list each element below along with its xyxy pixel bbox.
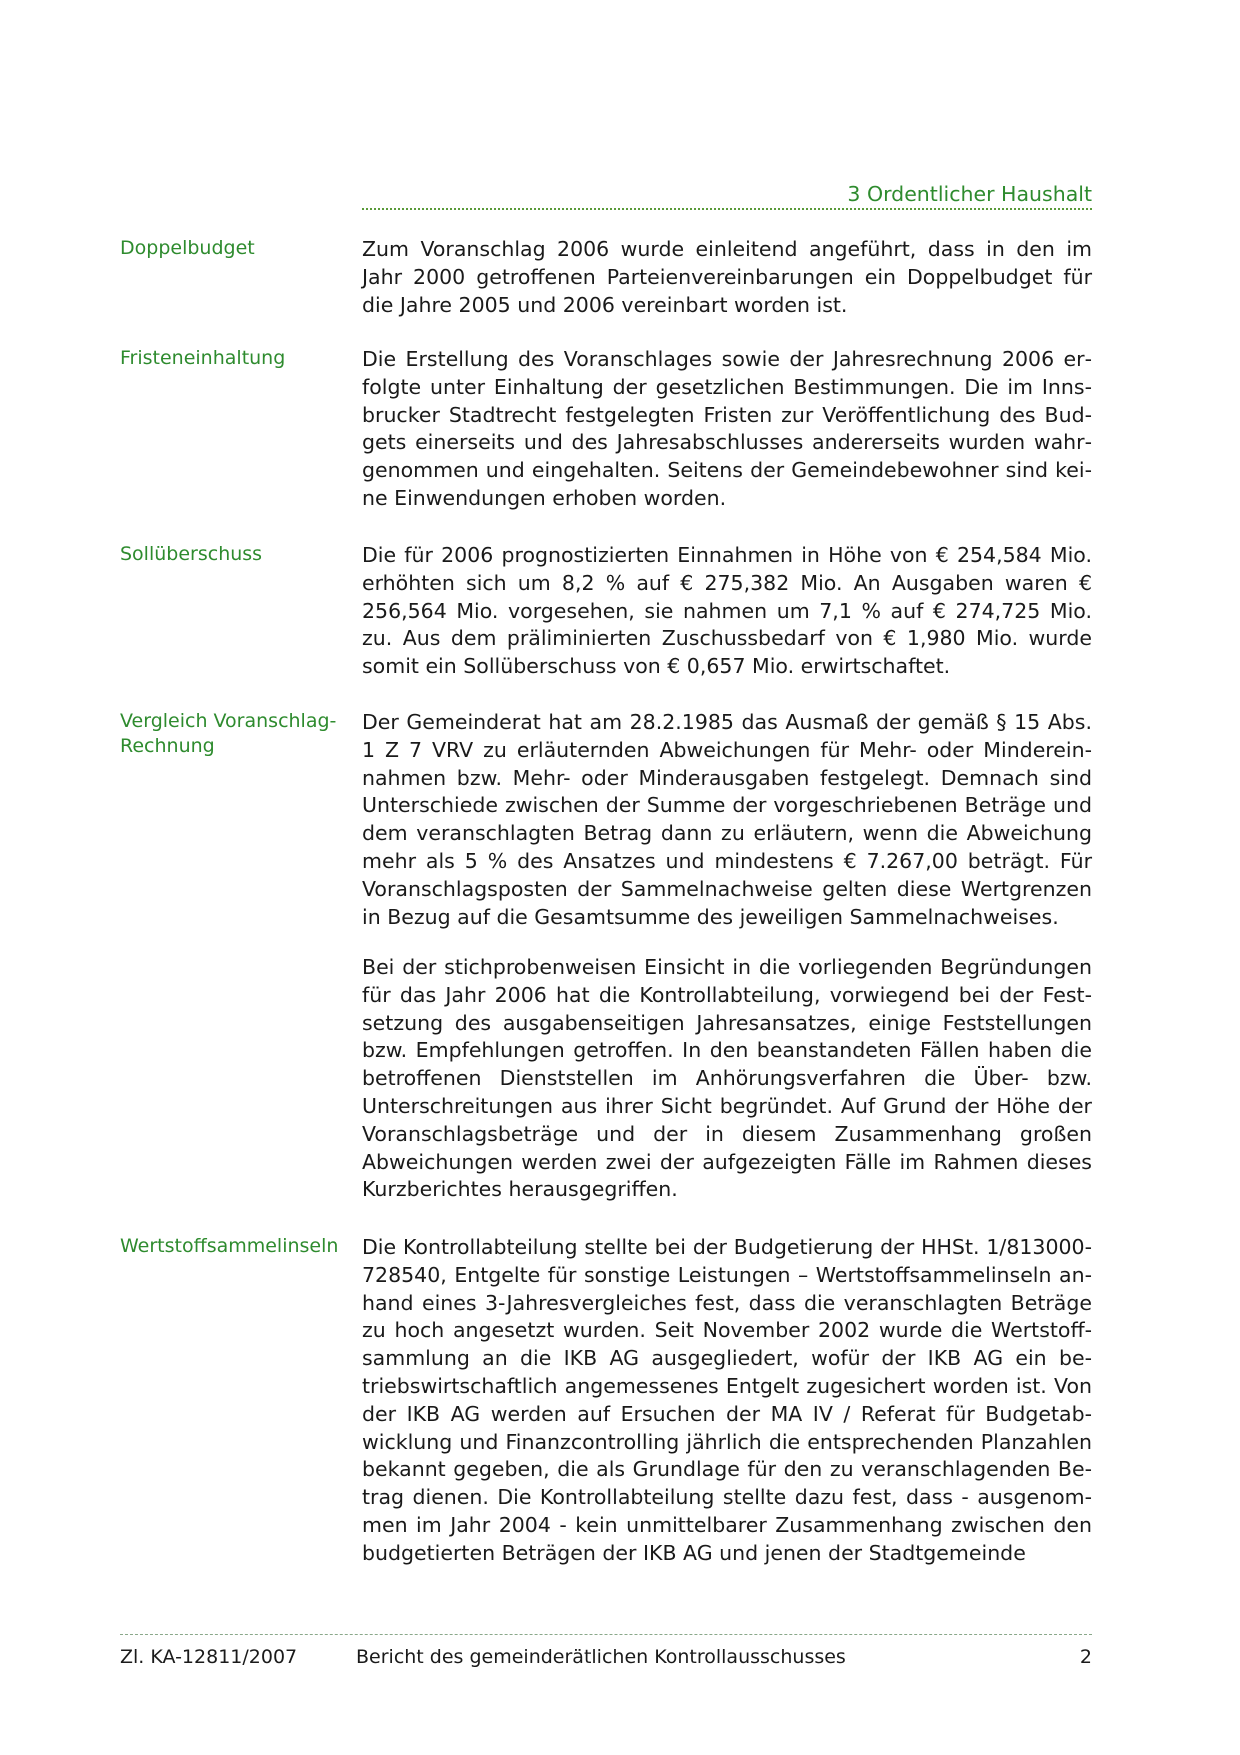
margin-label: Fristeneinhaltung [120,347,286,369]
margin-label: Wertstoffsammelinseln [120,1235,339,1257]
body-paragraph: Die für 2006 prognostizierten Einnahmen in Höhe von € 254,584 Mio. erhöhten sich um 8,2 % auf € 275,382 Mio. An Ausgaben waren € 256,564 Mio. vorgesehen, sie nahmen um 7,1 % auf € 274,725 Mio. zu. Aus dem präliminierten Zuschussbedarf von € 1,980 Mio. wurde somit ein Sollüberschuss von € 0,657 Mio. erwirtschaftet. [362,543,1092,679]
header-divider [362,208,1092,210]
page-number: 2 [1079,1646,1092,1668]
body-paragraph: Die Erstellung des Voranschlages sowie der Jahresrechnung 2006 erfolgte unter Einhaltung der gesetzlichen Bestimmungen. Die im Innsbrucker Stadtrecht festgelegten Fristen zur Veröffentlichung des Budgets einerseits und des Jahresabschlusses andererseits wurden wahrgenommen und eingehalten. Seitens der Gemeindebewohner sind keine Einwendungen erhoben worden. [362,347,1092,510]
body-paragraph: Der Gemeinderat hat am 28.2.1985 das Ausmaß der gemäß § 15 Abs. 1 Z 7 VRV zu erläuternden Abweichungen für Mehr- oder Mindereinnahmen bzw. Mehr- oder Minderausgaben festgelegt. Demnach sind Unterschiede zwischen der Summe der vorgeschriebenen Beträge und dem veranschlagten Betrag dann zu erläutern, wenn die Abweichung mehr als 5 % des Ansatzes und mindestens € 7.267,00 beträgt. Für Voranschlagsposten der Sammelnachweise gelten diese Wertgrenzen in Bezug auf die Gesamtsumme des jeweiligen Sammelnachweises. [362,710,1092,929]
body-paragraph: Bei der stichprobenweisen Einsicht in die vorliegenden Begründungen für das Jahr 2006 hat die Kontrollabteilung, vorwiegend bei der Festsetzung des ausgabenseitigen Jahresansatzes, einige Feststellungen bzw. Empfehlungen getroffen. In den beanstandeten Fällen haben die betroffenen Dienststellen im Anhörungsverfahren die Über- bzw. Unterschreitungen aus ihrer Sicht begründet. Auf Grund der Höhe der Voranschlagsbeträge und der in diesem Zusammenhang großen Abweichungen werden zwei der aufgezeigten Fälle im Rahmen dieses Kurzberichtes herausgegriffen. [362,955,1092,1202]
footer-divider [120,1634,1092,1635]
footer-report-title: Bericht des gemeinderätlichen Kontrollausschusses [356,1646,846,1668]
margin-label: Doppelbudget [120,237,255,259]
margin-label: Vergleich Voranschlag-Rechnung [120,710,337,757]
footer-reference: Zl. KA-12811/2007 [120,1646,298,1668]
margin-label: Sollüberschuss [120,543,263,565]
page-section-title: 3 Ordentlicher Haushalt [847,182,1092,206]
body-paragraph: Die Kontrollabteilung stellte bei der Budgetierung der HHSt. 1/813000-728540, Entgelte für sonstige Leistungen – Wertstoffsammelinseln anhand eines 3-Jahresvergleiches fest, dass die veranschlagten Beträge zu hoch angesetzt wurden. Seit November 2002 wurde die Wertstoffsammlung an die IKB AG ausgegliedert, wofür der IKB AG ein betriebswirtschaftlich angemessenes Entgelt zugesichert worden ist. Von der IKB AG werden auf Ersuchen der MA IV / Referat für Budgetabwicklung und Finanzcontrolling jährlich die entsprechenden Planzahlen bekannt gegeben, die als Grundlage für den zu veranschlagenden Betrag dienen. Die Kontrollabteilung stellte dazu fest, dass - ausgenommen im Jahr 2004 - kein unmittelbarer Zusammenhang zwischen den budgetierten Beträgen der IKB AG und jenen der Stadtgemeinde [362,1235,1092,1565]
body-paragraph: Zum Voranschlag 2006 wurde einleitend angeführt, dass in den im Jahr 2000 getroffenen Parteienvereinbarungen ein Doppelbudget für die Jahre 2005 und 2006 vereinbart worden ist. [362,237,1092,317]
